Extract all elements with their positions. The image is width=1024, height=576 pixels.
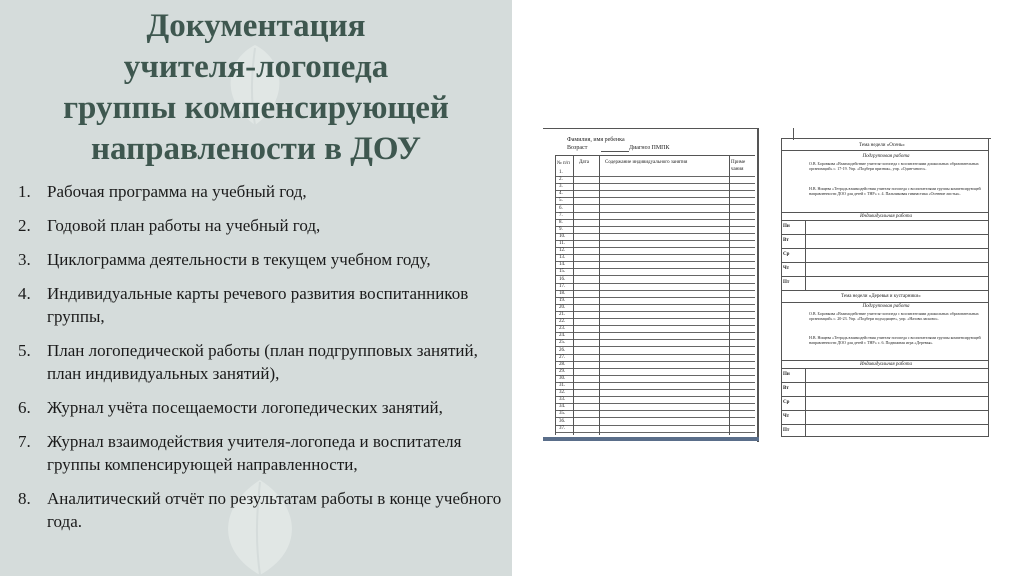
row-number: 13.	[559, 255, 566, 261]
col-header-note: Приме чания	[731, 160, 746, 172]
row-number: 33.	[559, 397, 566, 403]
row-number: 36.	[559, 418, 566, 424]
row-number: 2.	[559, 177, 563, 183]
list-item-number: 2.	[18, 216, 31, 235]
row-number: 7.	[559, 212, 563, 218]
row-line	[555, 304, 755, 305]
documents-list	[18, 180, 508, 544]
row-number: 37.	[559, 425, 566, 431]
week1-subtitle: Подгрупповая работа	[862, 154, 910, 159]
title-line: группы компенсирующей	[63, 90, 449, 126]
row-number: 20.	[559, 304, 566, 310]
doc-rule	[781, 276, 989, 277]
list-item-text: Журнал взаимодействия учителя-логопеда и воспитателя группы компенсирующей направленности,	[47, 432, 462, 474]
week1-indiv-title: Индивидуальная работа	[859, 214, 913, 219]
row-line	[555, 233, 755, 234]
week2-text-b: Н.В. Нищева «Тетрадь взаимодействия учителя-логопеда с воспитателями группы компенсирующей направленности ДОО для детей с ТНР» с. 6. Подвижная игра «Деревья».	[809, 335, 981, 345]
list-item-number: 5.	[18, 341, 31, 360]
list-item-number: 8.	[18, 489, 31, 508]
doc-rule	[781, 436, 989, 437]
row-line	[555, 219, 755, 220]
list-item-text: Журнал учёта посещаемости логопедических занятий,	[47, 398, 443, 417]
row-line	[555, 346, 755, 347]
row-line	[555, 176, 755, 177]
row-line	[555, 425, 755, 426]
doc-rule	[781, 248, 989, 249]
doc-column-line	[729, 155, 730, 435]
day-label: Ср	[783, 400, 790, 405]
row-line	[555, 297, 755, 298]
doc-column-line	[988, 138, 989, 436]
row-line	[555, 226, 755, 227]
week1-text-b: Н.В. Нищева «Тетрадь взаимодействия учителя-логопеда с воспитателями группы компенсирующей направленности ДОО для детей с ТНР» с. 4. Пальчиковая гимнастика «Осенние листья».	[809, 186, 981, 196]
list-item	[18, 487, 508, 533]
row-number: 29.	[559, 368, 566, 374]
row-number: 5.	[559, 198, 563, 204]
doc-border	[757, 128, 759, 442]
list-item-number: 3.	[18, 250, 31, 269]
row-line	[555, 332, 755, 333]
doc-rule	[555, 155, 755, 156]
row-line	[555, 268, 755, 269]
day-label: Пн	[783, 372, 790, 377]
row-line	[555, 261, 755, 262]
row-number: 8.	[559, 219, 563, 225]
row-line	[555, 212, 755, 213]
doc-column-line	[599, 155, 600, 435]
doc-rule	[781, 150, 989, 151]
row-number: 16.	[559, 276, 566, 282]
day-label: Ср	[783, 252, 790, 257]
doc-rule	[781, 360, 989, 361]
row-number: 10.	[559, 233, 566, 239]
row-number: 26.	[559, 347, 566, 353]
day-label: Пн	[783, 224, 790, 229]
row-number: 15.	[559, 269, 566, 275]
day-label: Вт	[783, 238, 789, 243]
day-label: Вт	[783, 386, 789, 391]
doc-rule	[781, 212, 989, 213]
col-header-date: Дата	[579, 160, 589, 165]
list-item	[18, 339, 508, 385]
row-number: 14.	[559, 262, 566, 268]
row-number: 22.	[559, 319, 566, 325]
row-number: 12.	[559, 248, 566, 254]
week2-indiv-title: Индивидуальная работа	[859, 362, 913, 367]
row-line	[555, 389, 755, 390]
row-line	[555, 247, 755, 248]
doc-header-age: Возраст	[567, 145, 588, 151]
doc-border	[543, 437, 759, 441]
row-line	[555, 254, 755, 255]
row-line	[555, 283, 755, 284]
weekly-plan-document	[781, 128, 992, 438]
doc-rule	[781, 396, 989, 397]
row-line	[555, 396, 755, 397]
doc-underline	[601, 151, 629, 152]
list-item-number: 4.	[18, 284, 31, 303]
row-number: 17.	[559, 283, 566, 289]
list-item-text: Индивидуальные карты речевого развития воспитанников группы,	[47, 284, 469, 326]
row-line	[555, 403, 755, 404]
row-line	[555, 375, 755, 376]
list-item	[18, 396, 508, 419]
row-line	[555, 311, 755, 312]
list-item-text: Годовой план работы на учебный год,	[47, 216, 321, 235]
row-line	[555, 361, 755, 362]
doc-header-name: Фамилия, имя ребенка	[567, 137, 625, 143]
doc-column-line	[781, 138, 782, 436]
row-line	[555, 190, 755, 191]
doc-rule	[781, 382, 989, 383]
list-item-text: Циклограмма деятельности в текущем учебном году,	[47, 250, 431, 269]
row-number: 4.	[559, 191, 563, 197]
row-line	[555, 354, 755, 355]
row-line	[555, 325, 755, 326]
row-number: 28.	[559, 361, 566, 367]
row-line	[555, 368, 755, 369]
doc-rule	[781, 234, 989, 235]
row-line	[555, 290, 755, 291]
row-number: 31.	[559, 383, 566, 388]
doc-rule	[781, 138, 991, 139]
title-line: направлености в ДОУ	[91, 131, 421, 167]
title-line: учителя-логопеда	[123, 49, 389, 85]
list-item	[18, 248, 508, 271]
week2-text-a: О.В. Боровкова «Взаимодействие учителя-логопеда с воспитателями дошкольных образовательных организаций» с. 20-23. Упр. «Подбери подходящее», упр. «Назови ласково».	[809, 311, 979, 321]
doc-column-line	[555, 155, 556, 435]
page-title	[0, 6, 512, 170]
doc-rule	[781, 368, 989, 369]
list-item-number: 7.	[18, 432, 31, 451]
doc-rule	[781, 220, 989, 221]
doc-border	[543, 128, 759, 129]
doc-rule	[781, 302, 989, 303]
title-line: Документация	[146, 8, 366, 44]
list-item	[18, 430, 508, 476]
day-label: Чт	[783, 414, 790, 419]
row-line	[555, 183, 755, 184]
row-number: 30.	[559, 375, 566, 381]
day-label: Пт	[783, 428, 790, 433]
list-item-text: План логопедической работы (план подгрупповых занятий, план индивидуальных занятий),	[47, 341, 478, 383]
doc-column-line	[805, 368, 806, 436]
row-line	[555, 410, 755, 411]
list-item-text: Рабочая программа на учебный год,	[47, 182, 307, 201]
col-header-num: № п/п	[557, 161, 570, 166]
doc-rule	[781, 290, 989, 291]
row-line	[555, 417, 755, 418]
row-number: 3.	[559, 184, 563, 190]
list-item-text: Аналитический отчёт по результатам работы в конце учебного года.	[47, 489, 502, 531]
row-number: 34.	[559, 404, 566, 410]
doc-rule	[781, 410, 989, 411]
individual-lessons-document	[543, 128, 759, 442]
week1-title: Тема недели «Осень»	[859, 143, 905, 148]
row-number: 32.	[559, 390, 566, 396]
doc-rule	[781, 424, 989, 425]
doc-rule	[781, 262, 989, 263]
list-item	[18, 180, 508, 203]
row-line	[555, 197, 755, 198]
col-header-content: Содержание индивидуального занятия	[605, 160, 688, 165]
doc-column-line	[805, 220, 806, 290]
row-line	[555, 240, 755, 241]
row-line	[555, 318, 755, 319]
list-item-number: 1.	[18, 182, 31, 201]
row-line	[555, 275, 755, 276]
list-item-number: 6.	[18, 398, 31, 417]
row-number: 23.	[559, 326, 566, 332]
row-line	[555, 339, 755, 340]
row-number: 9.	[559, 226, 563, 232]
row-number: 35.	[559, 411, 566, 417]
row-number: 6.	[559, 205, 563, 211]
row-number: 24.	[559, 333, 566, 339]
doc-column-line	[573, 155, 574, 435]
row-number: 19.	[559, 297, 566, 303]
row-number: 1.	[559, 170, 563, 175]
day-label: Пт	[783, 280, 790, 285]
row-line	[555, 432, 755, 433]
row-number: 18.	[559, 290, 566, 296]
list-item	[18, 214, 508, 237]
list-item	[18, 282, 508, 328]
row-number: 25.	[559, 340, 566, 346]
row-line	[555, 382, 755, 383]
row-number: 11.	[559, 241, 566, 246]
week2-title: Тема недели «Деревья и кустарники»	[841, 294, 921, 299]
row-number: 27.	[559, 354, 566, 360]
doc-header-diagnosis: Диагноз ПМПК	[629, 145, 670, 151]
day-label: Чт	[783, 266, 790, 271]
week2-subtitle: Подгрупповая работа	[862, 304, 910, 309]
row-line	[555, 204, 755, 205]
row-number: 21.	[559, 312, 566, 317]
week1-text-a: О.В. Боровкова «Взаимодействие учителя-логопеда с воспитателями дошкольных образовательных организаций» с. 17-19. Упр. «Подбери признак», упр. «Один-много».	[809, 161, 979, 171]
